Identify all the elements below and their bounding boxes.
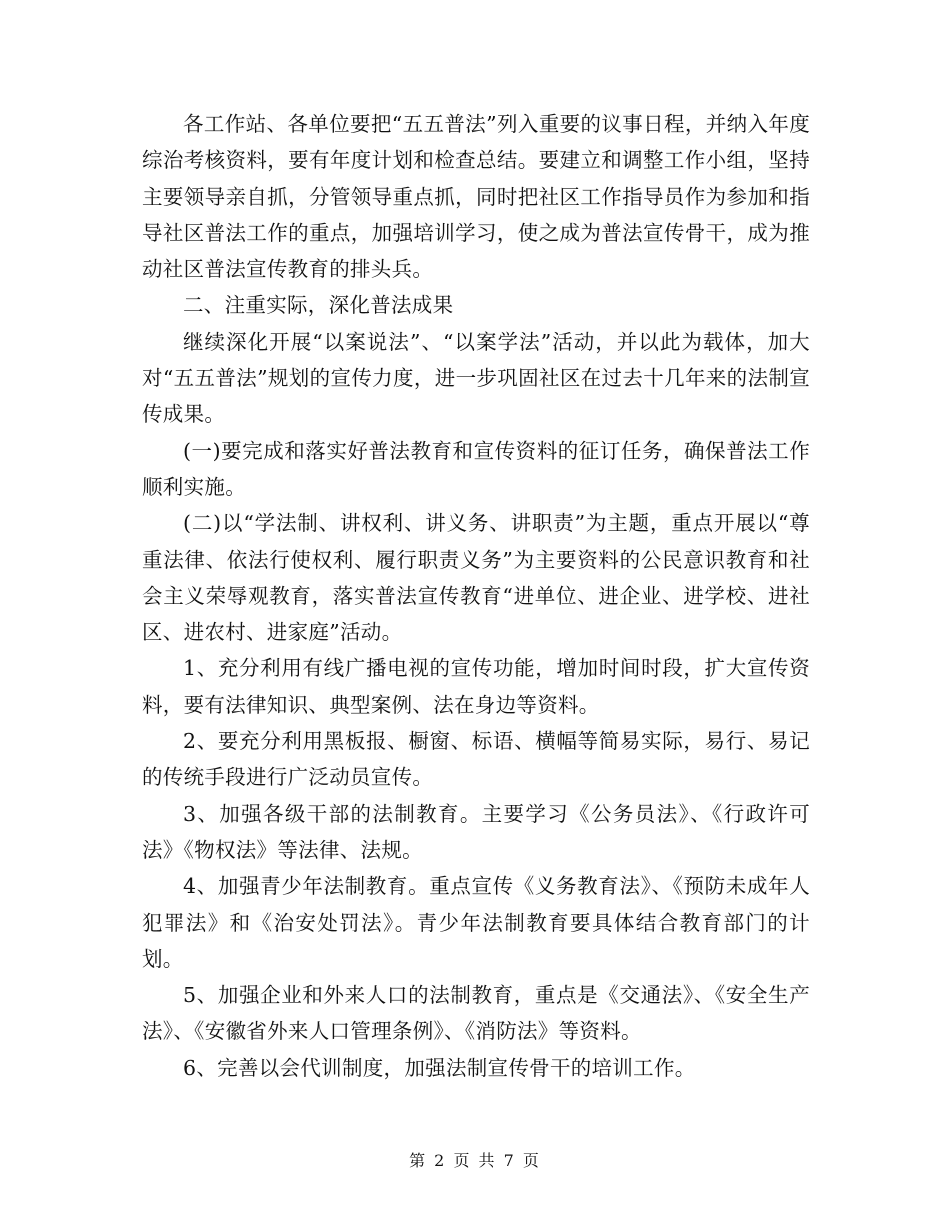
paragraph-item-1: (一)要完成和落实好普法教育和宣传资料的征订任务，确保普法工作顺利实施。	[142, 438, 810, 499]
list-item-1: 1、充分利用有线广播电视的宣传功能，增加时间时段，扩大宣传资料，要有法律知识、典型案例、法在身边等资料。	[142, 656, 810, 717]
document-body	[142, 106, 810, 1086]
paragraph-case-activities: 继续深化开展“以案说法”、“以案学法”活动，并以此为载体，加大对“五五普法”规划的宣传力度，进一步巩固社区在过去十几年来的法制宣传成果。	[142, 329, 810, 427]
paragraph-work-stations: 各工作站、各单位要把“五五普法”列入重要的议事日程，并纳入年度综治考核资料，要有年度计划和检查总结。要建立和调整工作小组，坚持主要领导亲自抓，分管领导重点抓，同时把社区工作指导员作为参加和指导社区普法工作的重点，加强培训学习，使之成为普法宣传骨干，成为推动社区普法宣传教育的排头兵。	[142, 112, 810, 282]
page-number-footer: 第 2 页 共 7 页	[409, 1151, 541, 1170]
list-item-5: 5、加强企业和外来人口的法制教育，重点是《交通法》、《安全生产法》、《安徽省外来人口管理条例》、《消防法》等资料。	[142, 983, 810, 1044]
list-item-3: 3、加强各级干部的法制教育。主要学习《公务员法》、《行政许可法》《物权法》等法律、法规。	[142, 801, 810, 862]
section-heading-2: 二、注重实际，深化普法成果	[183, 293, 454, 318]
paragraph-item-2: (二)以“学法制、讲权利、讲义务、讲职责”为主题，重点开展以“尊重法律、依法行使权利、履行职责义务”为主要资料的公民意识教育和社会主义荣辱观教育，落实普法宣传教育“进单位、进企业、进学校、进社区、进农村、进家庭”活动。	[142, 511, 810, 645]
list-item-4: 4、加强青少年法制教育。重点宣传《义务教育法》、《预防未成年人犯罪法》和《治安处罚法》。青少年法制教育要具体结合教育部门的计划。	[142, 874, 810, 971]
list-item-2: 2、要充分利用黑板报、橱窗、标语、横幅等简易实际，易行、易记的传统手段进行广泛动员宣传。	[142, 729, 810, 790]
list-item-6: 6、完善以会代训制度，加强法制宣传骨干的培训工作。	[183, 1055, 696, 1080]
